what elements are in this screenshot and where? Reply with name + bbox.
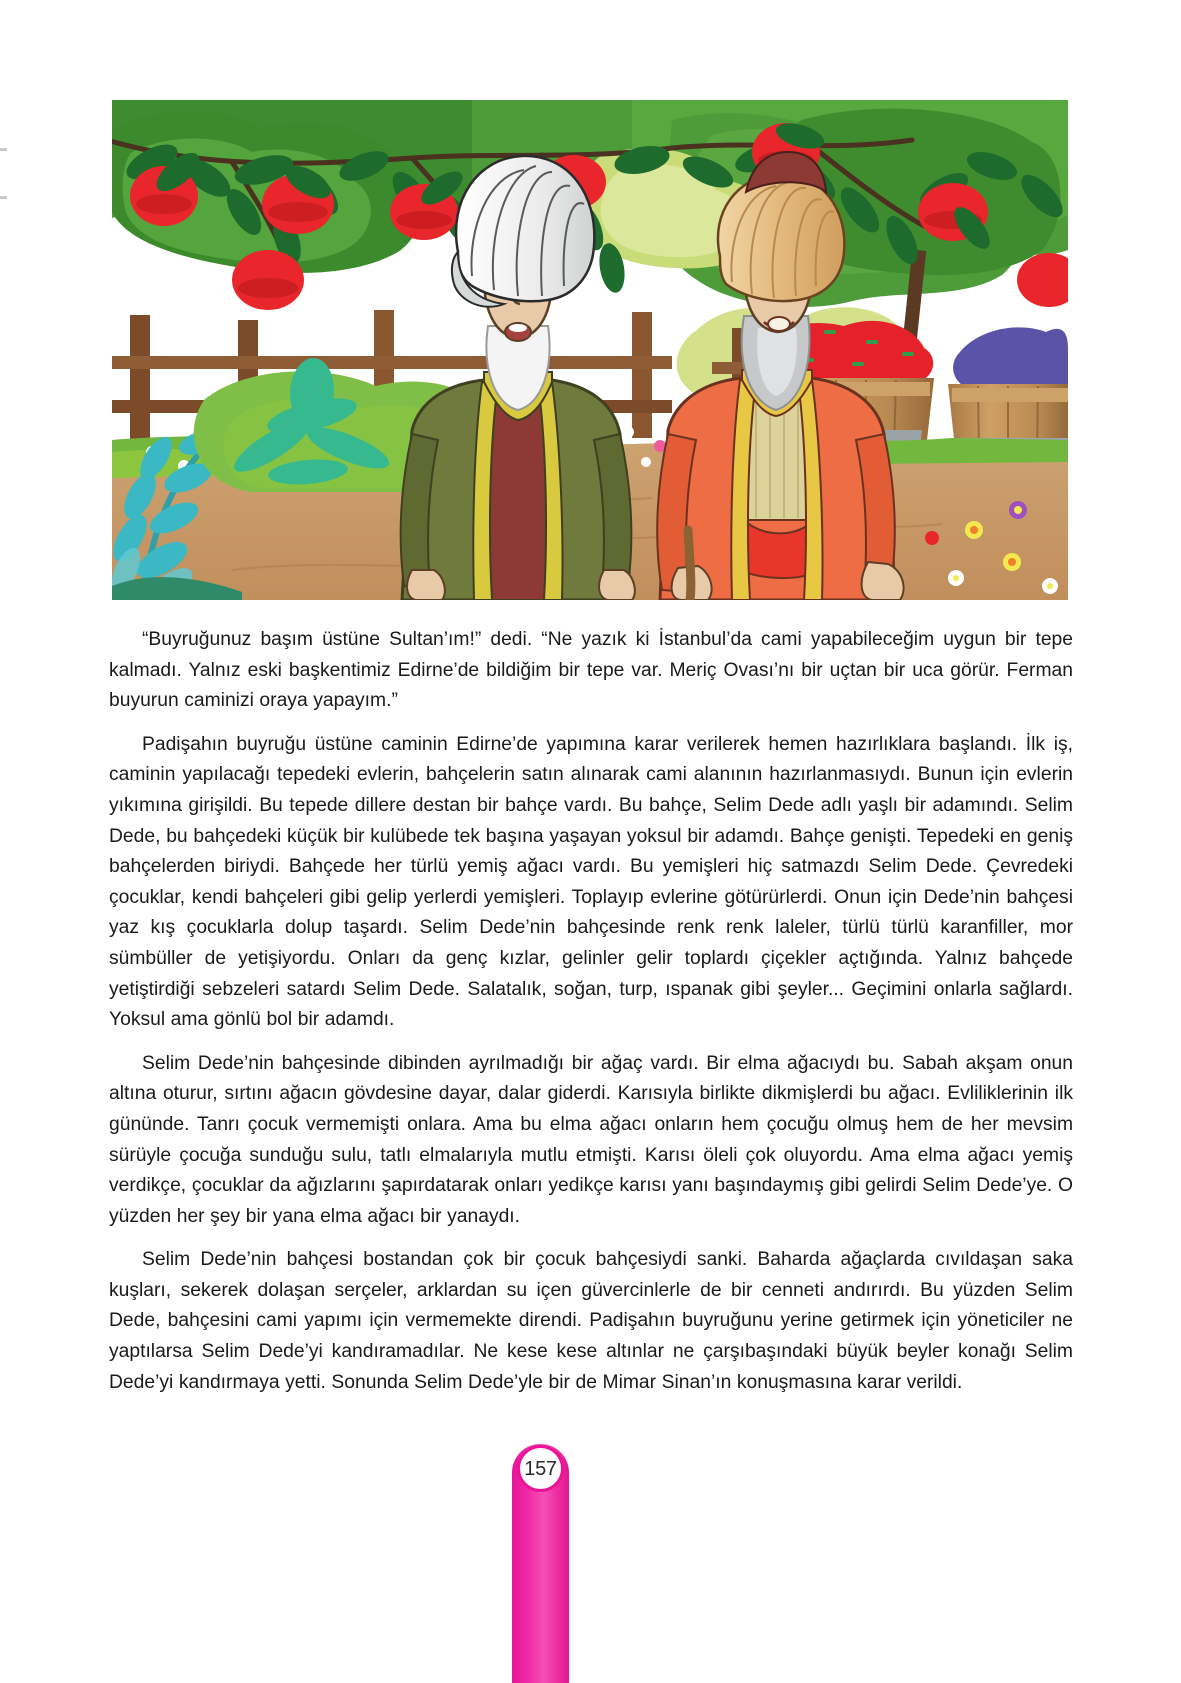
edge-registration-mark (0, 196, 7, 199)
garden-scene-illustration (112, 100, 1068, 600)
article-body (109, 625, 1073, 1410)
paragraph-3: Selim Dede’nin bahçesinde dibinden ayrılmadığı bir ağaç vardı. Bir elma ağacıydı bu. Sabah akşam onun altına oturur, sırtını ağacın gövdesine dayar, dalar giderdi. Karısıyla birlikte dikmişlerdi bu ağacı. Evliliklerinin ilk gününde. Tanrı çocuk vermemişti onlara. Ama bu elma ağacı onların hem çocuğu olmuş hem de her mevsim sürüyle çocuğa sunduğu sulu, tatlı elmalarıyla mutlu etmişti. Karısı öleli çok oluyordu. Ama elma ağacı yemiş verdikçe, çocuklar da ağızlarını şapırdatarak onları yedikçe karısı yanı başındaymış gibi gelirdi Selim Dede’ye. O yüzden her şey bir yana elma ağacı bir yanaydı. (109, 1052, 1073, 1227)
paragraph-4: Selim Dede’nin bahçesi bostandan çok bir çocuk bahçesiydi sanki. Baharda ağaçlarda cıvıldaşan saka kuşları, sekerek dolaşan serçeler, arklardan su içen güvercinlerle de bir cenneti andırırdı. Bu yüzden Selim Dede, bahçesini cami yapımı için vermemekte direndi. Padişahın buyruğunu yerine getirmek için yöneticiler ne yaptılarsa Selim Dede’yi kandıramadılar. Ne kese kese altınlar ne çarşıbaşındaki büyük beyler konağı Selim Dede’yi kandırmaya yetti. Sonunda Selim Dede’yle bir de Mimar Sinan’ın konuşmasına karar verildi. (109, 1249, 1073, 1393)
page-badge-circle (517, 1445, 564, 1492)
paragraph-1: “Buyruğunuz başım üstüne Sultan’ım!” dedi. “Ne yazık ki İstanbul’da cami yapabileceğim uygun bir tepe kalmadı. Yalnız eski başkentimiz Edirne’de bildiğim bir tepe var. Meriç Ovası’nı bir uçtan bir uca görür. Ferman buyurun caminizi oraya yapayım.” (109, 629, 1073, 712)
illustration-svg (112, 100, 1068, 600)
paragraph-2: Padişahın buyruğu üstüne caminin Edirne’de yapımına karar verilerek hemen hazırlıklara başlandı. İlk iş, caminin yapılacağı tepedeki evlerin, bahçelerin satın alınarak cami alanının hazırlanmasıydı. Bunun için evlerin yıkımına girişildi. Bu tepede dillere destan bir bahçe vardı. Bu bahçe, Selim Dede adlı yaşlı bir adamındı. Selim Dede, bu bahçedeki küçük bir kulübede tek başına yaşayan yoksul bir adamdı. Bahçe genişti. Tepedeki en geniş bahçelerden biriydi. Bahçede her türlü yemiş ağacı vardı. Bu yemişleri hiç satmazdı Selim Dede. Çevredeki çocuklar, kendi bahçeleri gibi gelip yerlerdi yemişleri. Toplayıp evlerine götürürlerdi. Onun için Dede’nin bahçesi yaz kış çocuklarla dolup taşardı. Selim Dede’nin bahçesinde renk renk laleler, türlü türlü karanfiller, mor sümbüller de yetişiyordu. Onları da genç kızlar, gelinler gelir toplardı çiçekler açtığında. Yalnız bahçede yetiştirdiği sebzeleri satardı Selim Dede. Salatalık, soğan, turp, ıspanak gibi şeyler... Geçimini onlarla sağlardı. Yoksul ama gönlü bol bir adamdı. (109, 733, 1073, 1031)
page-number: 157 (524, 1457, 557, 1480)
edge-registration-mark (0, 148, 7, 151)
page-number-badge (512, 1426, 569, 1683)
